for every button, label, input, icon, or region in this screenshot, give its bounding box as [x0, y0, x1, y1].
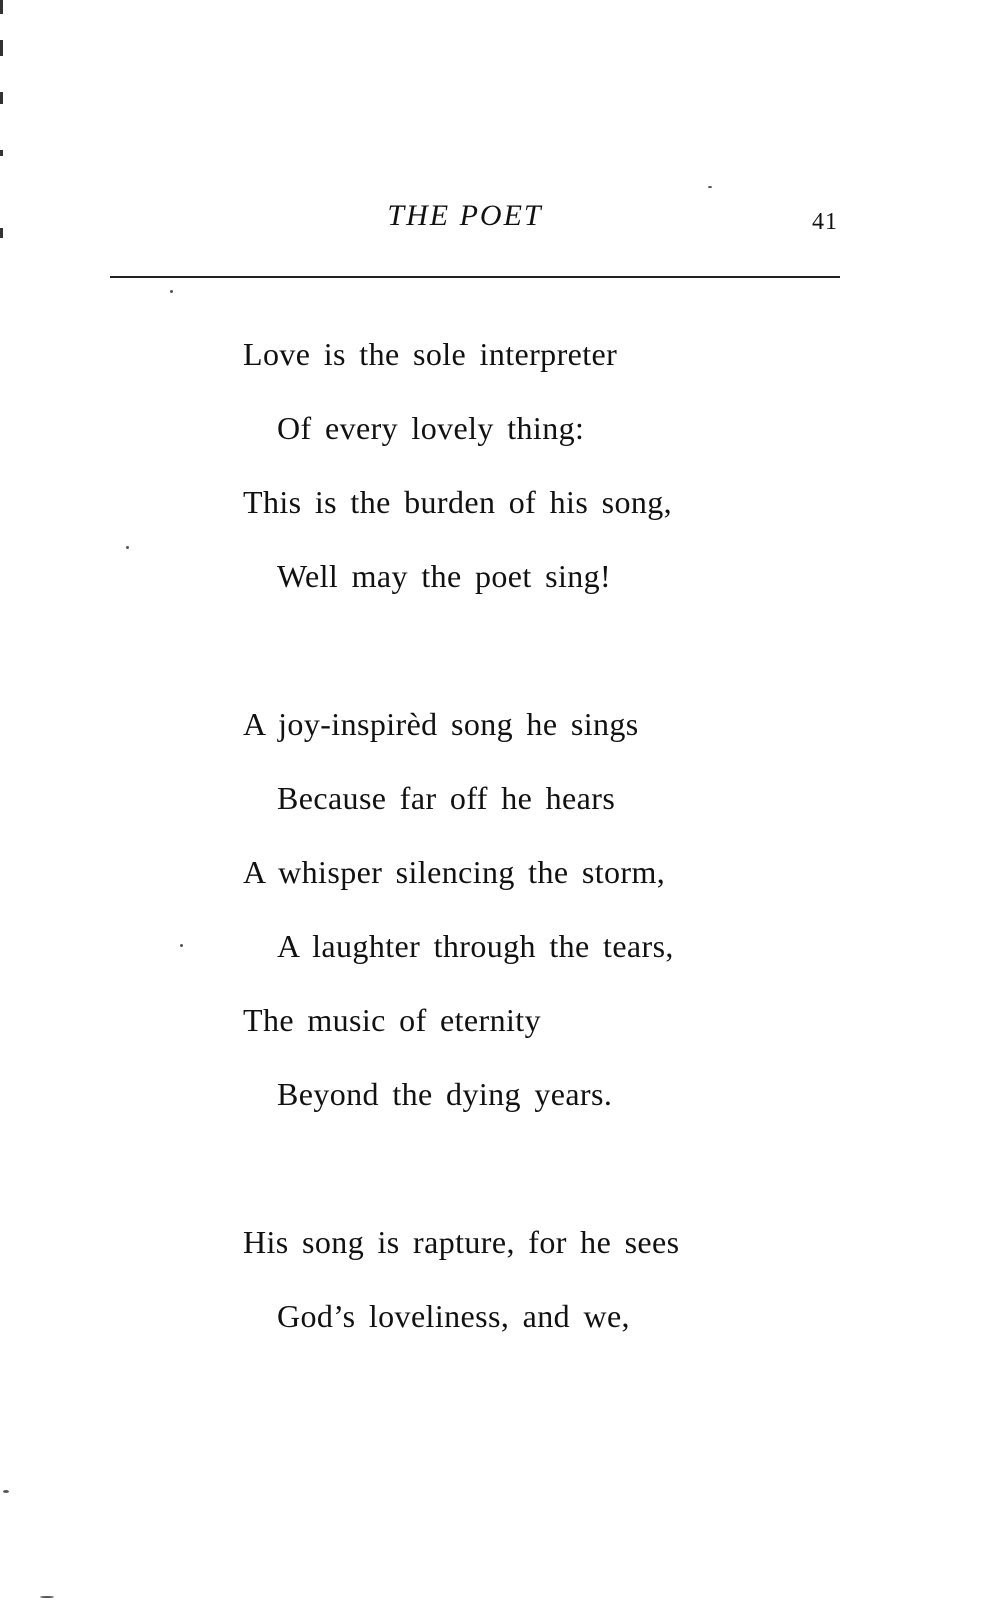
scan-speck	[126, 546, 129, 549]
poem-line: This is the burden of his song,	[243, 484, 673, 520]
running-head	[0, 196, 1000, 236]
poem-line: Because far off he hears	[277, 780, 616, 816]
poem-line: God’s loveliness, and we,	[277, 1298, 630, 1334]
scan-speck	[40, 1596, 54, 1598]
poem-line: His song is rapture, for he sees	[243, 1224, 680, 1260]
scan-edge-mark	[0, 150, 3, 156]
poem-line: Beyond the dying years.	[277, 1076, 613, 1112]
poem-line: A joy-inspirèd song he sings	[243, 706, 639, 742]
scan-edge-mark	[0, 92, 3, 104]
scan-speck	[708, 186, 712, 188]
header-rule	[110, 276, 840, 278]
page-number: 41	[812, 209, 838, 235]
scan-edge-mark	[0, 0, 3, 14]
poem-line: Of every lovely thing:	[277, 410, 585, 446]
scan-speck	[170, 290, 173, 293]
poem-line: Love is the sole interpreter	[243, 336, 618, 372]
poem-line: Well may the poet sing!	[277, 558, 612, 594]
running-title: THE POET	[387, 199, 543, 232]
scan-speck	[180, 944, 183, 947]
scan-speck	[3, 1490, 9, 1493]
scan-edge-mark	[0, 40, 3, 56]
scan-edge-mark	[0, 228, 3, 238]
poem-line: A whisper silencing the storm,	[243, 854, 666, 890]
poem-line: The music of eternity	[243, 1002, 541, 1038]
poem-line: A laughter through the tears,	[277, 928, 674, 964]
